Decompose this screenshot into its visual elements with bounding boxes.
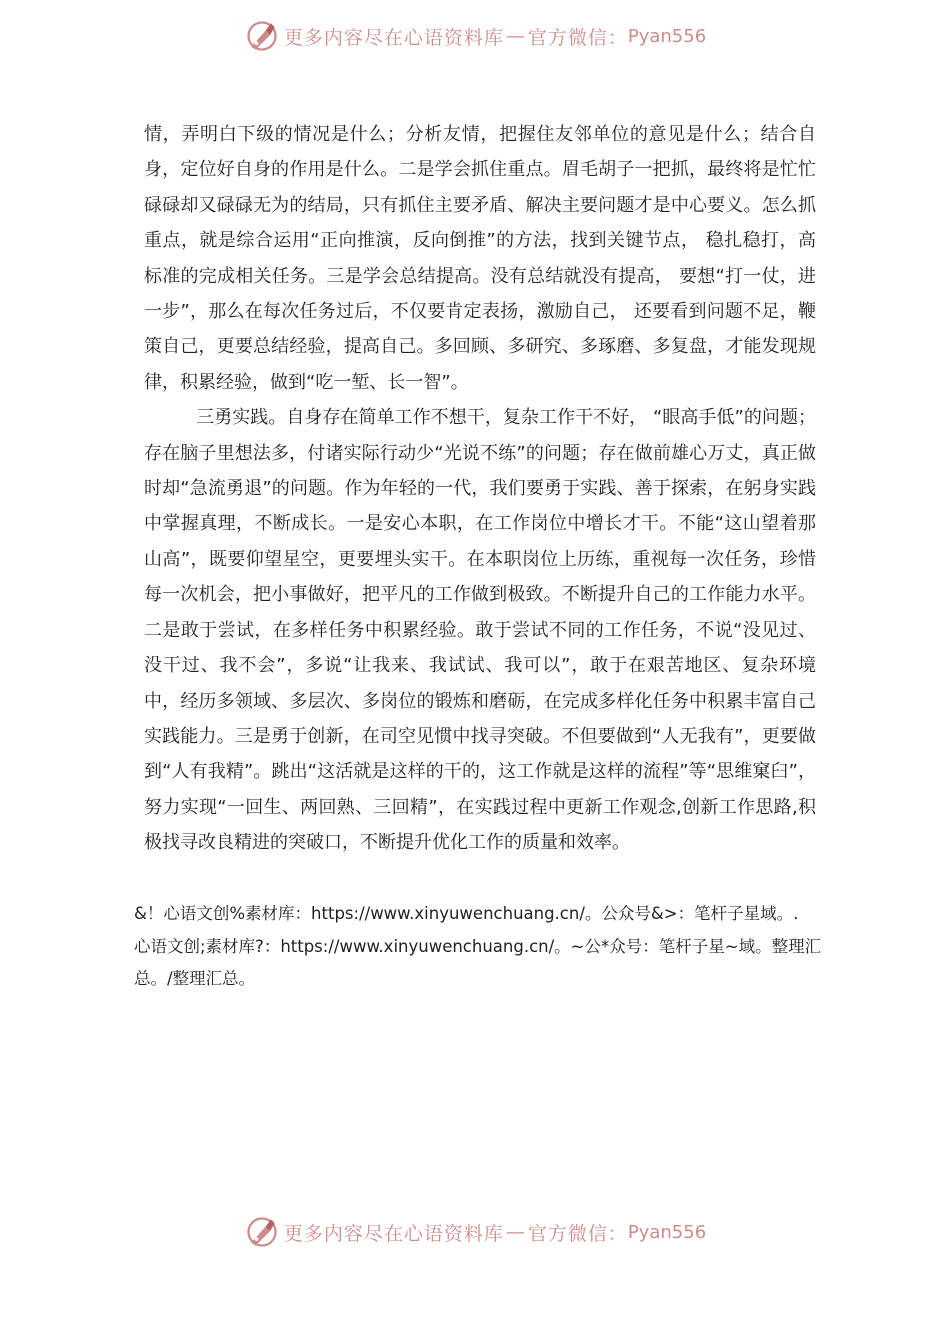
banner-separator: —	[505, 1221, 526, 1243]
source-note-line: &！心语文创%素材库：https://www.xinyuwenchuang.cn/。公众号&>：笔杆子星域。.	[134, 904, 799, 923]
banner-wechat-id: Pyan556	[627, 25, 707, 47]
body-paragraph: 三勇实践。自身存在简单工作不想干，复杂工作干不好， “眼高手低”的问题；存在脑子里想法多，付诸实际行动少“光说不练”的问题；存在做前雄心万丈，真正做时却“急流勇退”的问题。作为年轻的一代，我们要勇于实践、善于探索，在躬身实践中掌握真理，不断成长。一是安心本职，在工作岗位中增长才干。不能“这山望着那山高”，既要仰望星空，更要埋头实干。在本职岗位上历练，重视每一次任务，珍惜每一次机会，把小事做好，把平凡的工作做到极致。不断提升自己的工作能力水平。二是敢于尝试，在多样任务中积累经验。敢于尝试不同的工作任务，不说“没见过、没干过、我不会”，多说“让我来、我试试、我可以”，敢于在艰苦地区、复杂环境中，经历多领域、多层次、多岗位的锻炼和磨砺，在完成多样化任务中积累丰富自己实践能力。三是勇于创新，在司空见惯中找寻突破。不但要做到“人无我有”，更要做到“人有我精”。跳出“这活就是这样的干的，这工作就是这样的流程”等“思维窠臼”，努力实现“一回生、两回熟、三回精”，在实践过程中更新工作观念,创新工作思路,积极找寻改良精进的突破口，不断提升优化工作的质量和效率。	[144, 407, 816, 854]
document-body	[144, 117, 816, 861]
pen-logo-icon	[244, 1214, 280, 1250]
banner-separator: —	[505, 25, 526, 47]
pen-logo-icon	[244, 18, 280, 54]
footer-banner	[0, 1210, 950, 1254]
header-banner	[0, 14, 950, 58]
banner-wechat-label: 官方微信：	[527, 1222, 628, 1245]
banner-text: 更多内容尽在心语资料库	[283, 26, 504, 49]
source-note-line: 心语文创;素材库?：https://www.xinyuwenchuang.cn/。~公*众号：笔杆子星~域。整理汇总。/整理汇总。	[134, 936, 822, 988]
source-note	[134, 898, 824, 996]
banner-wechat-label: 官方微信：	[527, 26, 628, 49]
body-paragraph: 情，弄明白下级的情况是什么；分析友情，把握住友邻单位的意见是什么；结合自身，定位好自身的作用是什么。二是学会抓住重点。眉毛胡子一把抓，最终将是忙忙碌碌却又碌碌无为的结局，只有抓住主要矛盾、解决主要问题才是中心要义。怎么抓重点，就是综合运用“正向推演，反向倒推”的方法，找到关键节点， 稳扎稳打，高标准的完成相关任务。三是学会总结提高。没有总结就没有提高， 要想“打一仗，进一步”，那么在每次任务过后，不仅要肯定表扬，激励自己， 还要看到问题不足，鞭策自己，更要总结经验，提高自己。多回顾、多研究、多琢磨、多复盘，才能发现规律，积累经验，做到“吃一堑、长一智”。	[144, 124, 816, 393]
banner-wechat-id: Pyan556	[627, 1221, 707, 1243]
banner-text: 更多内容尽在心语资料库	[283, 1222, 504, 1245]
